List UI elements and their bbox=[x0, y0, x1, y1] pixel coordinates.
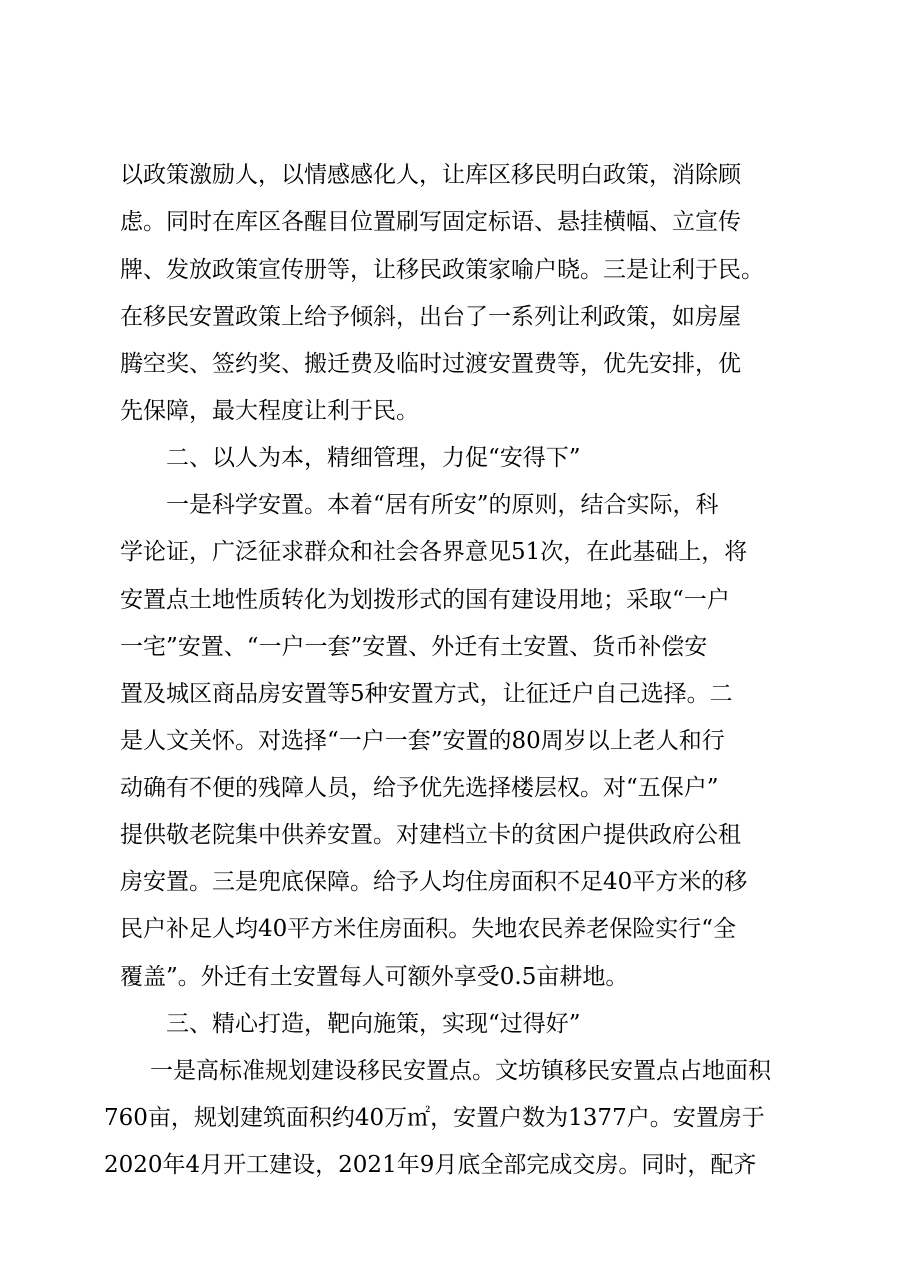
text-line: 是人文关怀。对选择“一户一套”安置的80周岁以上老人和行 bbox=[120, 728, 725, 754]
text-line: 2020年4月开工建设，2021年9月底全部完成交房。同时，配齐 bbox=[104, 1152, 757, 1178]
text-line: 以政策激励人，以情感感化人，让库区移民明白政策，消除顾 bbox=[120, 162, 741, 188]
text-line: 一是科学安置。本着“居有所安”的原则，结合实际，科 bbox=[166, 492, 719, 518]
section-heading: 三、精心打造，靶向施策，实现“过得好” bbox=[166, 1011, 581, 1037]
text-line: 学论证，广泛征求群众和社会各界意见51次，在此基础上，将 bbox=[120, 539, 748, 565]
text-line: 一宅”安置、“一户一套”安置、外迁有土安置、货币补偿安 bbox=[120, 634, 708, 660]
text-line: 动确有不便的残障人员，给予优先选择楼层权。对“五保户” bbox=[120, 775, 719, 801]
text-line: 覆盖”。外迁有土安置每人可额外享受0.5亩耕地。 bbox=[120, 964, 629, 990]
text-line: 民户补足人均40平方米住房面积。失地农民养老保险实行“全 bbox=[120, 916, 737, 942]
text-line: 牌、发放政策宣传册等，让移民政策家喻户晓。三是让利于民。 bbox=[120, 257, 764, 283]
text-line: 760亩，规划建筑面积约40万㎡，安置户数为1377户。安置房于 bbox=[104, 1105, 765, 1131]
text-line: 安置点土地性质转化为划拨形式的国有建设用地；采取“一户 bbox=[120, 587, 730, 613]
text-line: 置及城区商品房安置等5种安置方式，让征迁户自己选择。二 bbox=[120, 681, 733, 707]
text-line: 房安置。三是兜底保障。给予人均住房面积不足40平方米的移 bbox=[120, 869, 748, 895]
text-line: 提供敬老院集中供养安置。对建档立卡的贫困户提供政府公租 bbox=[120, 822, 741, 848]
text-line: 先保障，最大程度让利于民。 bbox=[120, 398, 419, 424]
text-line: 在移民安置政策上给予倾斜，出台了一系列让利政策，如房屋 bbox=[120, 304, 741, 330]
text-line: 一是高标准规划建设移民安置点。文坊镇移民安置点占地面积 bbox=[150, 1058, 771, 1084]
section-heading: 二、以人为本，精细管理，力促“安得下” bbox=[166, 445, 581, 471]
text-line: 虑。同时在库区各醒目位置刷写固定标语、悬挂横幅、立宣传 bbox=[120, 209, 741, 235]
text-line: 腾空奖、签约奖、搬迁费及临时过渡安置费等，优先安排，优 bbox=[120, 351, 741, 377]
